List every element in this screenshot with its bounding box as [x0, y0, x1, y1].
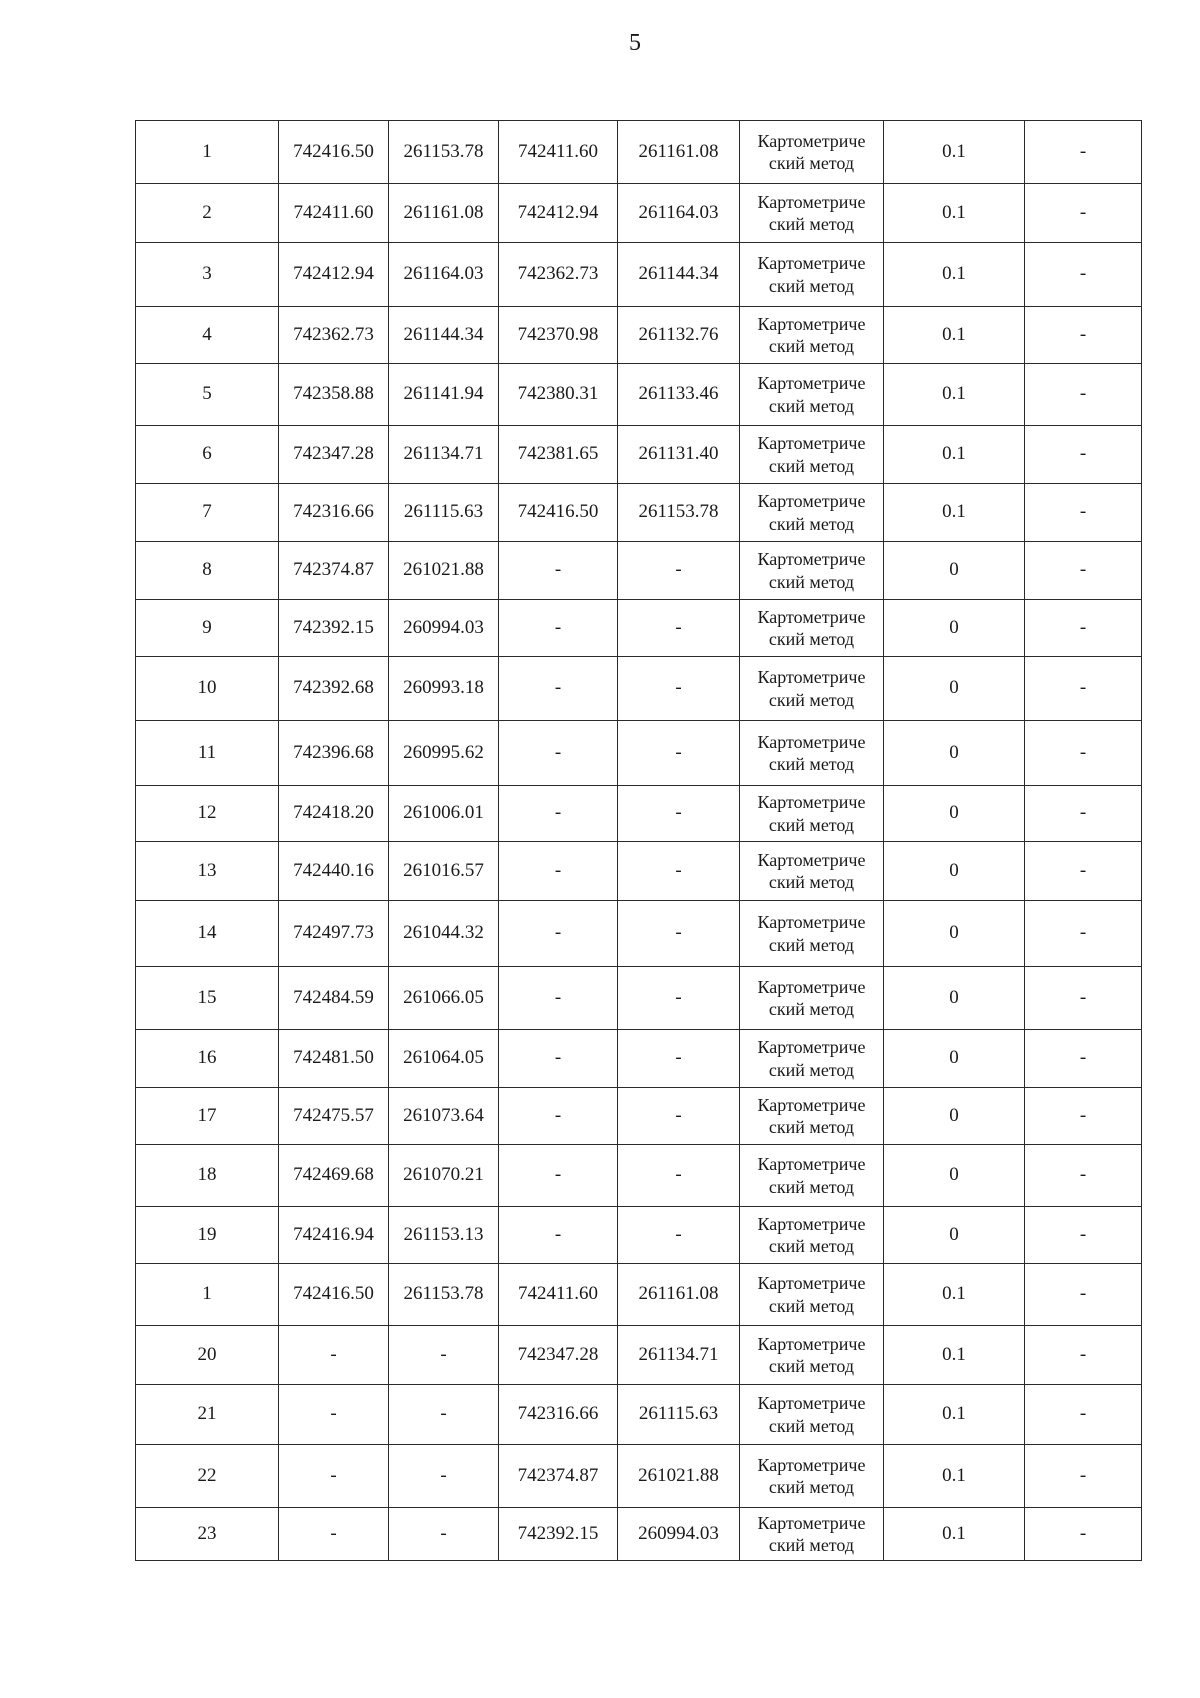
cell-accuracy: 0.1 [884, 307, 1025, 364]
cell-x-coordinate-2: 742392.15 [499, 1508, 618, 1561]
cell-y-coordinate-2: - [618, 1207, 740, 1264]
page-number: 5 [629, 30, 641, 56]
cell-y-coordinate-2: 261021.88 [618, 1445, 740, 1508]
cell-y-coordinate: 261164.03 [389, 243, 499, 307]
cell-y-coordinate-2: - [618, 901, 740, 967]
cell-method [740, 484, 884, 542]
cell-method [740, 426, 884, 484]
cell-point-number: 1 [136, 121, 279, 184]
cell-note: - [1025, 721, 1142, 786]
table-body [136, 121, 1142, 1561]
cell-x-coordinate: - [279, 1508, 389, 1561]
cell-y-coordinate-2: - [618, 600, 740, 657]
cell-method [740, 1207, 884, 1264]
coordinates-table [135, 120, 1142, 1561]
cell-x-coordinate-2: 742380.31 [499, 364, 618, 426]
cell-accuracy: 0 [884, 842, 1025, 901]
method-line-2: ский метод [768, 455, 855, 476]
cell-method [740, 1385, 884, 1445]
cell-x-coordinate-2: - [499, 600, 618, 657]
cell-y-coordinate: - [389, 1508, 499, 1561]
table-row [136, 426, 1142, 484]
cell-method [740, 1445, 884, 1508]
cell-point-number: 3 [136, 243, 279, 307]
cell-x-coordinate: 742416.50 [279, 1264, 389, 1326]
cell-y-coordinate: 261064.05 [389, 1030, 499, 1088]
cell-note: - [1025, 364, 1142, 426]
cell-note: - [1025, 786, 1142, 842]
method-line-2: ский метод [768, 336, 855, 356]
cell-x-coordinate: 742481.50 [279, 1030, 389, 1088]
cell-y-coordinate: 261044.32 [389, 901, 499, 967]
cell-y-coordinate-2: 261164.03 [618, 184, 740, 243]
cell-note: - [1025, 1207, 1142, 1264]
cell-note: - [1025, 1326, 1142, 1385]
cell-y-coordinate-2: 261153.78 [618, 484, 740, 542]
table-row [136, 1088, 1142, 1145]
cell-accuracy: 0.1 [884, 1445, 1025, 1508]
cell-accuracy: 0 [884, 967, 1025, 1030]
cell-note: - [1025, 1385, 1142, 1445]
cell-accuracy: 0 [884, 786, 1025, 842]
cell-y-coordinate: 261016.57 [389, 842, 499, 901]
method-line-1: Картометриче [757, 1094, 866, 1115]
cell-x-coordinate-2: 742362.73 [499, 243, 618, 307]
table-row [136, 1030, 1142, 1088]
table-row [136, 121, 1142, 184]
cell-x-coordinate: 742484.59 [279, 967, 389, 1030]
cell-x-coordinate-2: 742411.60 [499, 1264, 618, 1326]
cell-point-number: 12 [136, 786, 279, 842]
table-row [136, 1145, 1142, 1207]
cell-note: - [1025, 121, 1142, 184]
cell-x-coordinate-2: - [499, 657, 618, 721]
table-row [136, 243, 1142, 307]
cell-point-number: 10 [136, 657, 279, 721]
cell-accuracy: 0 [884, 600, 1025, 657]
cell-y-coordinate-2: - [618, 542, 740, 600]
method-line-1: Картометриче [757, 433, 866, 453]
cell-point-number: 4 [136, 307, 279, 364]
method-line-2: ский метод [768, 1415, 855, 1436]
method-line-2: ский метод [768, 395, 855, 416]
table-row [136, 307, 1142, 364]
cell-x-coordinate: 742362.73 [279, 307, 389, 364]
table-row [136, 1264, 1142, 1326]
method-line-1: Картометриче [757, 667, 866, 687]
cell-x-coordinate-2: 742412.94 [499, 184, 618, 243]
cell-x-coordinate: 742418.20 [279, 786, 389, 842]
cell-y-coordinate-2: - [618, 967, 740, 1030]
cell-y-coordinate: 261141.94 [389, 364, 499, 426]
method-line-2: ский метод [768, 153, 855, 173]
method-line-1: Картометриче [757, 1154, 866, 1174]
cell-x-coordinate-2: - [499, 1088, 618, 1145]
cell-note: - [1025, 426, 1142, 484]
cell-point-number: 14 [136, 901, 279, 967]
method-line-2: ский метод [768, 1236, 855, 1256]
method-line-2: ский метод [768, 1059, 855, 1080]
cell-note: - [1025, 1030, 1142, 1088]
cell-point-number: 6 [136, 426, 279, 484]
cell-y-coordinate: 261073.64 [389, 1088, 499, 1145]
method-line-1: Картометриче [757, 1512, 866, 1533]
cell-y-coordinate-2: 261133.46 [618, 364, 740, 426]
method-line-1: Картометриче [757, 976, 866, 997]
cell-y-coordinate-2: 261132.76 [618, 307, 740, 364]
method-line-1: Картометриче [757, 373, 866, 393]
method-line-1: Картометриче [757, 491, 866, 511]
cell-y-coordinate: 261070.21 [389, 1145, 499, 1207]
method-line-2: ский метод [768, 214, 855, 234]
cell-x-coordinate: - [279, 1326, 389, 1385]
cell-y-coordinate: 260995.62 [389, 721, 499, 786]
cell-point-number: 20 [136, 1326, 279, 1385]
table-row [136, 721, 1142, 786]
cell-y-coordinate-2: 261115.63 [618, 1385, 740, 1445]
table-row [136, 600, 1142, 657]
cell-accuracy: 0.1 [884, 364, 1025, 426]
cell-point-number: 2 [136, 184, 279, 243]
cell-method [740, 721, 884, 786]
cell-accuracy: 0 [884, 1088, 1025, 1145]
cell-method [740, 121, 884, 184]
cell-x-coordinate: 742374.87 [279, 542, 389, 600]
method-line-2: ский метод [768, 571, 855, 592]
method-line-2: ский метод [768, 513, 855, 534]
table-row [136, 901, 1142, 967]
cell-y-coordinate: 261115.63 [389, 484, 499, 542]
cell-note: - [1025, 243, 1142, 307]
cell-y-coordinate: 261006.01 [389, 786, 499, 842]
cell-y-coordinate-2: - [618, 1030, 740, 1088]
cell-accuracy: 0.1 [884, 1326, 1025, 1385]
method-line-2: ский метод [768, 1295, 855, 1316]
cell-accuracy: 0 [884, 542, 1025, 600]
cell-x-coordinate: 742497.73 [279, 901, 389, 967]
method-line-1: Картометриче [757, 606, 866, 627]
cell-method [740, 967, 884, 1030]
cell-method [740, 1030, 884, 1088]
method-line-2: ский метод [768, 754, 855, 774]
cell-y-coordinate: 261144.34 [389, 307, 499, 364]
method-line-1: Картометриче [757, 731, 866, 752]
cell-y-coordinate: 260994.03 [389, 600, 499, 657]
cell-accuracy: 0.1 [884, 121, 1025, 184]
method-line-1: Картометриче [757, 1213, 866, 1234]
cell-y-coordinate-2: 261134.71 [618, 1326, 740, 1385]
cell-x-coordinate-2: 742374.87 [499, 1445, 618, 1508]
cell-y-coordinate-2: 261161.08 [618, 121, 740, 184]
cell-note: - [1025, 1445, 1142, 1508]
cell-x-coordinate: 742469.68 [279, 1145, 389, 1207]
cell-point-number: 5 [136, 364, 279, 426]
method-line-2: ский метод [768, 872, 855, 892]
cell-x-coordinate-2: 742316.66 [499, 1385, 618, 1445]
cell-accuracy: 0 [884, 657, 1025, 721]
method-line-1: Картометриче [757, 1037, 866, 1057]
table-row [136, 786, 1142, 842]
cell-point-number: 13 [136, 842, 279, 901]
cell-y-coordinate-2: - [618, 786, 740, 842]
cell-y-coordinate: 261153.78 [389, 121, 499, 184]
cell-x-coordinate: 742412.94 [279, 243, 389, 307]
cell-point-number: 8 [136, 542, 279, 600]
method-line-2: ский метод [768, 275, 855, 296]
table-row [136, 1207, 1142, 1264]
cell-accuracy: 0.1 [884, 1264, 1025, 1326]
cell-x-coordinate-2: - [499, 842, 618, 901]
method-line-2: ский метод [768, 999, 855, 1019]
cell-note: - [1025, 1508, 1142, 1561]
cell-x-coordinate-2: 742381.65 [499, 426, 618, 484]
method-line-2: ский метод [768, 629, 855, 649]
cell-y-coordinate-2: - [618, 657, 740, 721]
cell-accuracy: 0 [884, 1145, 1025, 1207]
cell-point-number: 9 [136, 600, 279, 657]
cell-y-coordinate: 261021.88 [389, 542, 499, 600]
cell-x-coordinate: 742358.88 [279, 364, 389, 426]
method-line-1: Картометриче [757, 849, 866, 870]
cell-note: - [1025, 184, 1142, 243]
cell-x-coordinate: 742316.66 [279, 484, 389, 542]
cell-y-coordinate-2: 260994.03 [618, 1508, 740, 1561]
cell-method [740, 1326, 884, 1385]
cell-note: - [1025, 842, 1142, 901]
cell-x-coordinate-2: 742370.98 [499, 307, 618, 364]
cell-x-coordinate-2: - [499, 1145, 618, 1207]
cell-method [740, 307, 884, 364]
cell-x-coordinate-2: 742416.50 [499, 484, 618, 542]
table-row [136, 1385, 1142, 1445]
method-line-2: ский метод [768, 934, 855, 955]
cell-accuracy: 0.1 [884, 1508, 1025, 1561]
cell-accuracy: 0 [884, 1030, 1025, 1088]
cell-point-number: 15 [136, 967, 279, 1030]
cell-accuracy: 0.1 [884, 1385, 1025, 1445]
cell-y-coordinate: - [389, 1326, 499, 1385]
cell-x-coordinate: 742347.28 [279, 426, 389, 484]
cell-x-coordinate-2: - [499, 901, 618, 967]
cell-y-coordinate-2: - [618, 1088, 740, 1145]
method-line-1: Картометриче [757, 191, 866, 212]
cell-note: - [1025, 1264, 1142, 1326]
method-line-1: Картометриче [757, 253, 866, 273]
table-row [136, 542, 1142, 600]
cell-accuracy: 0.1 [884, 184, 1025, 243]
cell-y-coordinate: - [389, 1445, 499, 1508]
cell-accuracy: 0 [884, 721, 1025, 786]
cell-x-coordinate: - [279, 1445, 389, 1508]
cell-note: - [1025, 967, 1142, 1030]
method-line-2: ский метод [768, 1356, 855, 1376]
cell-y-coordinate-2: - [618, 842, 740, 901]
table-row [136, 184, 1142, 243]
method-line-2: ский метод [768, 1117, 855, 1137]
cell-accuracy: 0.1 [884, 484, 1025, 542]
cell-x-coordinate: - [279, 1385, 389, 1445]
cell-accuracy: 0.1 [884, 243, 1025, 307]
cell-method [740, 1508, 884, 1561]
table-row [136, 657, 1142, 721]
cell-method [740, 1088, 884, 1145]
cell-x-coordinate-2: - [499, 1030, 618, 1088]
cell-point-number: 17 [136, 1088, 279, 1145]
table-row [136, 1445, 1142, 1508]
cell-note: - [1025, 484, 1142, 542]
cell-method [740, 184, 884, 243]
cell-method [740, 364, 884, 426]
cell-accuracy: 0.1 [884, 426, 1025, 484]
method-line-2: ский метод [768, 1477, 855, 1497]
cell-y-coordinate-2: - [618, 1145, 740, 1207]
cell-method [740, 1145, 884, 1207]
cell-method [740, 657, 884, 721]
cell-y-coordinate-2: 261144.34 [618, 243, 740, 307]
cell-x-coordinate: 742392.68 [279, 657, 389, 721]
cell-y-coordinate-2: - [618, 721, 740, 786]
cell-x-coordinate: 742475.57 [279, 1088, 389, 1145]
cell-method [740, 1264, 884, 1326]
method-line-1: Картометриче [757, 1273, 866, 1293]
cell-method [740, 786, 884, 842]
cell-note: - [1025, 307, 1142, 364]
cell-x-coordinate: 742416.94 [279, 1207, 389, 1264]
cell-point-number: 16 [136, 1030, 279, 1088]
method-line-1: Картометриче [757, 1333, 866, 1354]
cell-point-number: 23 [136, 1508, 279, 1561]
cell-x-coordinate-2: - [499, 786, 618, 842]
cell-method [740, 243, 884, 307]
method-line-1: Картометриче [757, 549, 866, 569]
table-row [136, 484, 1142, 542]
cell-y-coordinate: 261066.05 [389, 967, 499, 1030]
cell-y-coordinate: - [389, 1385, 499, 1445]
cell-method [740, 901, 884, 967]
cell-x-coordinate-2: - [499, 721, 618, 786]
cell-y-coordinate: 261153.78 [389, 1264, 499, 1326]
cell-x-coordinate: 742440.16 [279, 842, 389, 901]
method-line-1: Картометриче [757, 912, 866, 932]
method-line-2: ский метод [768, 689, 855, 710]
cell-accuracy: 0 [884, 1207, 1025, 1264]
cell-point-number: 18 [136, 1145, 279, 1207]
cell-x-coordinate-2: - [499, 967, 618, 1030]
method-line-1: Картометриче [757, 792, 866, 812]
cell-note: - [1025, 1145, 1142, 1207]
cell-method [740, 600, 884, 657]
method-line-1: Картометриче [757, 130, 866, 151]
cell-x-coordinate-2: - [499, 542, 618, 600]
cell-point-number: 22 [136, 1445, 279, 1508]
method-line-2: ский метод [768, 1535, 855, 1555]
cell-x-coordinate: 742416.50 [279, 121, 389, 184]
cell-note: - [1025, 600, 1142, 657]
table-row [136, 364, 1142, 426]
cell-note: - [1025, 901, 1142, 967]
table-row [136, 967, 1142, 1030]
cell-point-number: 7 [136, 484, 279, 542]
cell-x-coordinate-2: 742347.28 [499, 1326, 618, 1385]
cell-x-coordinate-2: - [499, 1207, 618, 1264]
table-row [136, 842, 1142, 901]
cell-accuracy: 0 [884, 901, 1025, 967]
cell-point-number: 1 [136, 1264, 279, 1326]
method-line-1: Картометриче [757, 313, 866, 334]
cell-y-coordinate-2: 261161.08 [618, 1264, 740, 1326]
cell-point-number: 21 [136, 1385, 279, 1445]
cell-x-coordinate: 742411.60 [279, 184, 389, 243]
cell-method [740, 842, 884, 901]
cell-y-coordinate-2: 261131.40 [618, 426, 740, 484]
cell-point-number: 19 [136, 1207, 279, 1264]
method-line-1: Картометриче [757, 1454, 866, 1475]
cell-y-coordinate: 261153.13 [389, 1207, 499, 1264]
table-row [136, 1508, 1142, 1561]
cell-point-number: 11 [136, 721, 279, 786]
cell-x-coordinate: 742396.68 [279, 721, 389, 786]
cell-y-coordinate: 261161.08 [389, 184, 499, 243]
cell-note: - [1025, 542, 1142, 600]
cell-x-coordinate-2: 742411.60 [499, 121, 618, 184]
table-row [136, 1326, 1142, 1385]
cell-y-coordinate: 261134.71 [389, 426, 499, 484]
cell-y-coordinate: 260993.18 [389, 657, 499, 721]
cell-note: - [1025, 657, 1142, 721]
cell-note: - [1025, 1088, 1142, 1145]
cell-x-coordinate: 742392.15 [279, 600, 389, 657]
cell-method [740, 542, 884, 600]
method-line-1: Картометриче [757, 1393, 866, 1413]
method-line-2: ский метод [768, 1176, 855, 1197]
method-line-2: ский метод [768, 814, 855, 835]
